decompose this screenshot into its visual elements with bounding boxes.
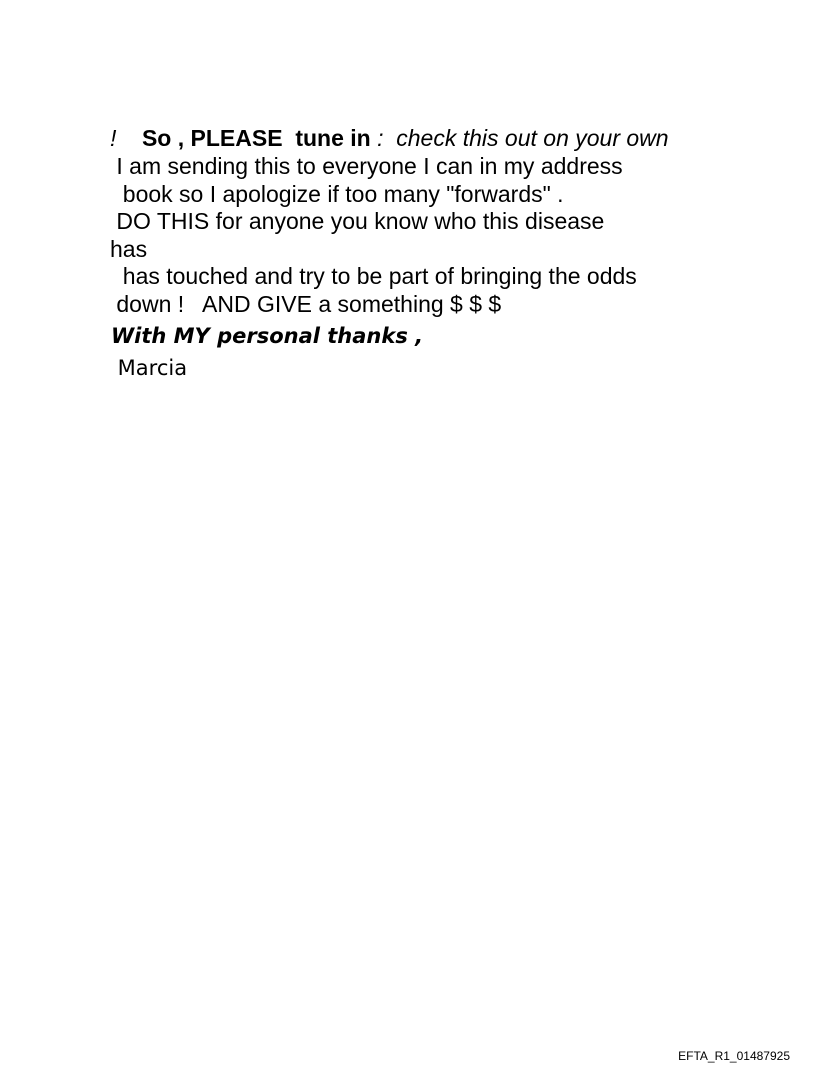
- body-line-do-this: DO THIS for anyone you know who this disease: [110, 208, 605, 234]
- intro-italic-text: : check this out on your own: [377, 125, 669, 151]
- body-line-apologize: book so I apologize if too many "forwards" .: [110, 181, 564, 207]
- body-line-touched: has touched and try to be part of bringing the odds: [110, 263, 637, 289]
- body-line-sending: I am sending this to everyone I can in my address: [110, 153, 623, 179]
- signature-name: Marcia: [111, 356, 188, 380]
- document-id-stamp: EFTA_R1_01487925: [678, 1049, 790, 1063]
- intro-bold-text: So , PLEASE tune in: [135, 125, 378, 151]
- signoff-text: With MY personal thanks ,: [111, 324, 424, 348]
- body-line-exclamation: !: [110, 125, 117, 151]
- body-line-has: has: [110, 236, 148, 262]
- body-line-give: down ! AND GIVE a something $ $ $: [110, 291, 502, 317]
